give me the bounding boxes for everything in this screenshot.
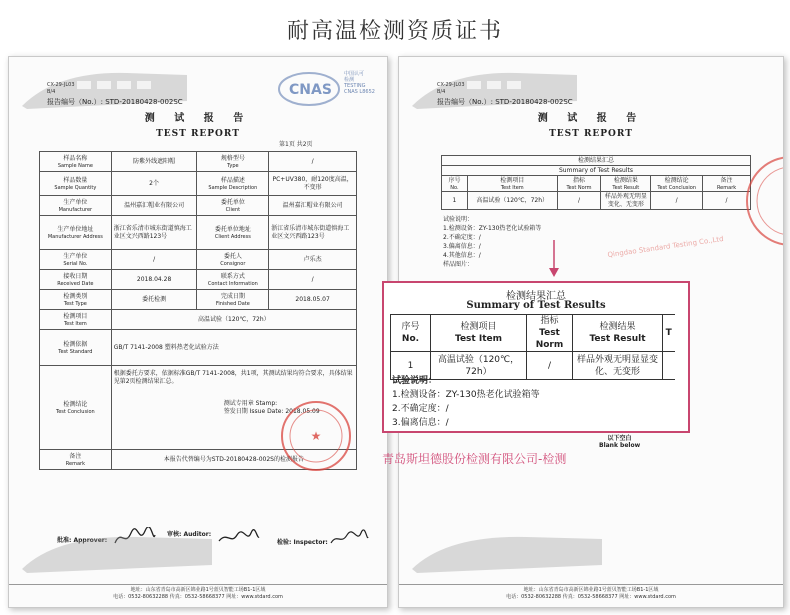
- form-code-text: CX-29-JL03: [47, 82, 75, 88]
- column-header: T: [663, 315, 675, 352]
- field-label: 样品数量 Sample Quantity: [40, 172, 112, 196]
- field-value: /: [269, 270, 357, 290]
- field-label: 备注 Remark: [40, 450, 112, 470]
- auditor-label: 审核: Auditor:: [167, 531, 212, 538]
- sample-photo-label: 样品图片：: [443, 261, 474, 268]
- cnas-line: CNAS L8652: [344, 89, 375, 95]
- cell-item: 高温试验（120℃，72h）: [467, 192, 557, 210]
- notes-title: 试验说明：: [443, 216, 474, 223]
- document-footer: [9, 584, 387, 601]
- table-row: [40, 216, 357, 250]
- summary-title: 检测结果汇总: [442, 156, 751, 166]
- field-label: 生产单位 Manufacturer: [40, 196, 112, 216]
- field-value: 2018.05.07: [269, 290, 357, 310]
- field-label: 检测项目 Test Item: [40, 310, 112, 330]
- page-indicator: 第1页 共2页: [279, 141, 313, 148]
- cell-norm: /: [527, 352, 573, 380]
- page-title: 耐高温检测资质证书: [286, 19, 503, 44]
- company-seal-icon: [279, 399, 353, 473]
- blank-below-note: [599, 435, 640, 449]
- column-header: 备注 Remark: [703, 176, 751, 192]
- remark-value: 本报告代替编号为STD-20180428-002S的检测报告: [111, 450, 356, 470]
- cell-cutoff: [663, 352, 675, 380]
- form-code-text: CX-29-JL03: [437, 82, 465, 88]
- column-header: 指标 Test Norm: [557, 176, 601, 192]
- document-footer: [399, 584, 783, 601]
- column-header: 检测结果 Test Result: [573, 315, 663, 352]
- table-row: [442, 156, 751, 166]
- note-item: 1.检测设备：ZY-130热老化试验箱等: [443, 225, 542, 232]
- field-value: 卢乐杰: [269, 250, 357, 270]
- heading-en: TEST REPORT: [549, 129, 633, 139]
- cell-result: 样品外观无明显显变化、无变形: [573, 352, 663, 380]
- svg-text:★: ★: [310, 429, 322, 443]
- note-item: 4.其他信息：/: [443, 252, 481, 259]
- cell-result: 样品外观无明显变化、无变形: [601, 192, 651, 210]
- cnas-line: TESTING: [344, 83, 366, 89]
- field-value: /: [269, 152, 357, 172]
- column-header: 检测项目 Test Item: [467, 176, 557, 192]
- cell-conclusion: /: [651, 192, 703, 210]
- field-label: 接收日期 Received Date: [40, 270, 112, 290]
- field-label: 样品描述 Sample Description: [197, 172, 269, 196]
- table-row: [40, 152, 357, 172]
- report-number: 报告编号（No.）: STD-20180428-002SC: [47, 98, 183, 106]
- cell-remark: /: [703, 192, 751, 210]
- field-label: 样品名称 Sample Name: [40, 152, 112, 172]
- table-row: [442, 192, 751, 210]
- table-row: [40, 310, 357, 330]
- footer-address: 地址：山东省青岛市高新区锦业路1号蓝贝智能工场B1-1区域: [523, 587, 659, 593]
- cnas-caption: [344, 71, 375, 95]
- note-item: 3.偏离信息：/: [443, 243, 481, 250]
- test-notes: [443, 215, 541, 269]
- svg-text:CNAS: CNAS: [289, 82, 332, 98]
- issue-date: 签发日期 Issue Date: 2018.05.09: [223, 408, 320, 415]
- cnas-line: 中国认可: [344, 71, 365, 77]
- column-header: 检测结论 Test Conclusion: [651, 176, 703, 192]
- heading-cn: 测 试 报 告: [537, 113, 645, 124]
- table-row: [40, 270, 357, 290]
- brand-caption: 青岛斯坦德股份检测有限公司-检测: [382, 452, 567, 466]
- company-watermark: Qingdao Standard Testing Co.,Ltd: [607, 234, 725, 260]
- footer-address: 地址：山东省青岛市高新区锦业路1号蓝贝智能工场B1-1区域: [130, 587, 266, 593]
- field-value: /: [111, 250, 197, 270]
- company-seal-icon: [743, 153, 784, 249]
- field-value: 2个: [111, 172, 197, 196]
- summary-table: [441, 155, 751, 210]
- auditor-signature-icon: [217, 527, 261, 549]
- field-label: 检测类别 Test Type: [40, 290, 112, 310]
- column-header: 指标 Test Norm: [527, 315, 573, 352]
- note-item: 2.不确定度：/: [443, 234, 481, 241]
- report-number: 报告编号（No.）: STD-20180428-002SC: [437, 98, 573, 106]
- field-label: 完成日期 Finished Date: [197, 290, 269, 310]
- column-header: 序号 No.: [391, 315, 431, 352]
- table-row: [40, 290, 357, 310]
- arrow-down-icon: [549, 240, 559, 278]
- field-label: 委托人 Consignor: [197, 250, 269, 270]
- stamp-note: 测试专用章 Stamp:: [223, 400, 278, 407]
- note-item: 2.不确定度：/: [392, 404, 449, 414]
- table-row: [442, 166, 751, 176]
- approver-label: 批准: Approver:: [57, 537, 108, 544]
- field-value: PC+UV380，耐120度高温，不变形: [269, 172, 357, 196]
- table-row: [40, 330, 357, 366]
- footer-contact: 电话：0532-80632288 传真：0532-58668377 网址：www.stdard.com: [113, 594, 283, 600]
- inspector-signature-icon: [329, 529, 369, 549]
- note-item: 3.偏离信息：/: [392, 418, 449, 428]
- cell-no: 1: [391, 352, 431, 380]
- zoom-summary-table: [390, 314, 675, 380]
- form-sub-code: B/4: [437, 89, 446, 95]
- zoom-notes: [392, 374, 540, 430]
- notes-title: 试验说明：: [392, 376, 438, 386]
- field-label: 检测依据 Test Standard: [40, 330, 112, 366]
- field-value: 浙江省乐清市城东街道慎海工业区文兴西路123号: [111, 216, 197, 250]
- heading-en: TEST REPORT: [156, 129, 240, 139]
- field-label: 生产单位 Serial No.: [40, 250, 112, 270]
- zoom-title-en: Summary of Test Results: [466, 300, 606, 311]
- field-value: 委托检测: [111, 290, 197, 310]
- footer-contact: 电话：0532-80632288 传真：0532-58668377 网址：www.stdard.com: [506, 594, 676, 600]
- field-value: 温州嘉汇帽业有限公司: [111, 196, 197, 216]
- form-sub-code: B/4: [47, 89, 56, 95]
- field-value: 温州嘉汇帽业有限公司: [269, 196, 357, 216]
- train-watermark-icon: [407, 529, 607, 583]
- field-label: 委托单位 Client: [197, 196, 269, 216]
- field-label: 检测结论 Test Conclusion: [40, 366, 112, 450]
- cnas-line: 检测: [344, 77, 355, 83]
- field-value: 浙江省乐清市城东街道慎海工业区文兴西路123号: [269, 216, 357, 250]
- table-row: [40, 250, 357, 270]
- zoom-title: 检测结果汇总: [506, 291, 566, 302]
- train-watermark-icon: [17, 529, 217, 583]
- summary-title-en: Summary of Test Results: [442, 166, 751, 176]
- conclusion-text: 根据委托方要求，依据标准GB/T 7141-2008，共1项，其测试结果均符合要求，具体结果见第2页检测结果汇总。: [113, 370, 353, 385]
- test-report-page-1: [8, 56, 388, 608]
- column-header: 检测结果 Test Result: [601, 176, 651, 192]
- zoomed-summary-box: [382, 281, 690, 433]
- test-standard-value: GB/T 7141-2008 塑料热老化试验方法: [111, 330, 356, 366]
- field-label: 规格型号 Type: [197, 152, 269, 172]
- cell-item: 高温试验（120℃，72h）: [431, 352, 527, 380]
- blank-below-cn: 以下空白: [607, 435, 632, 442]
- field-label: 委托单位地址 Client Address: [197, 216, 269, 250]
- form-code: [437, 82, 465, 96]
- inspector-label: 检验: Inspector:: [277, 539, 328, 546]
- table-row: [40, 172, 357, 196]
- cell-norm: /: [557, 192, 601, 210]
- field-value: 2018.04.28: [111, 270, 197, 290]
- test-item-value: 高温试验（120℃，72h）: [111, 310, 356, 330]
- table-row: [40, 196, 357, 216]
- column-header: 序号 No.: [442, 176, 468, 192]
- heading-cn: 测 试 报 告: [144, 113, 252, 124]
- form-code: [47, 82, 75, 96]
- table-header-row: [442, 176, 751, 192]
- table-header-row: [391, 315, 675, 352]
- note-item: 1.检测设备：ZY-130热老化试验箱等: [392, 390, 540, 400]
- field-label: 联系方式 Contact Information: [197, 270, 269, 290]
- field-value: 防紫外线遮阳帽: [111, 152, 197, 172]
- cell-no: 1: [442, 192, 468, 210]
- blank-below-en: Blank below: [599, 442, 641, 449]
- field-label: 生产单位地址 Manufacturer Address: [40, 216, 112, 250]
- column-header: 检测项目 Test Item: [431, 315, 527, 352]
